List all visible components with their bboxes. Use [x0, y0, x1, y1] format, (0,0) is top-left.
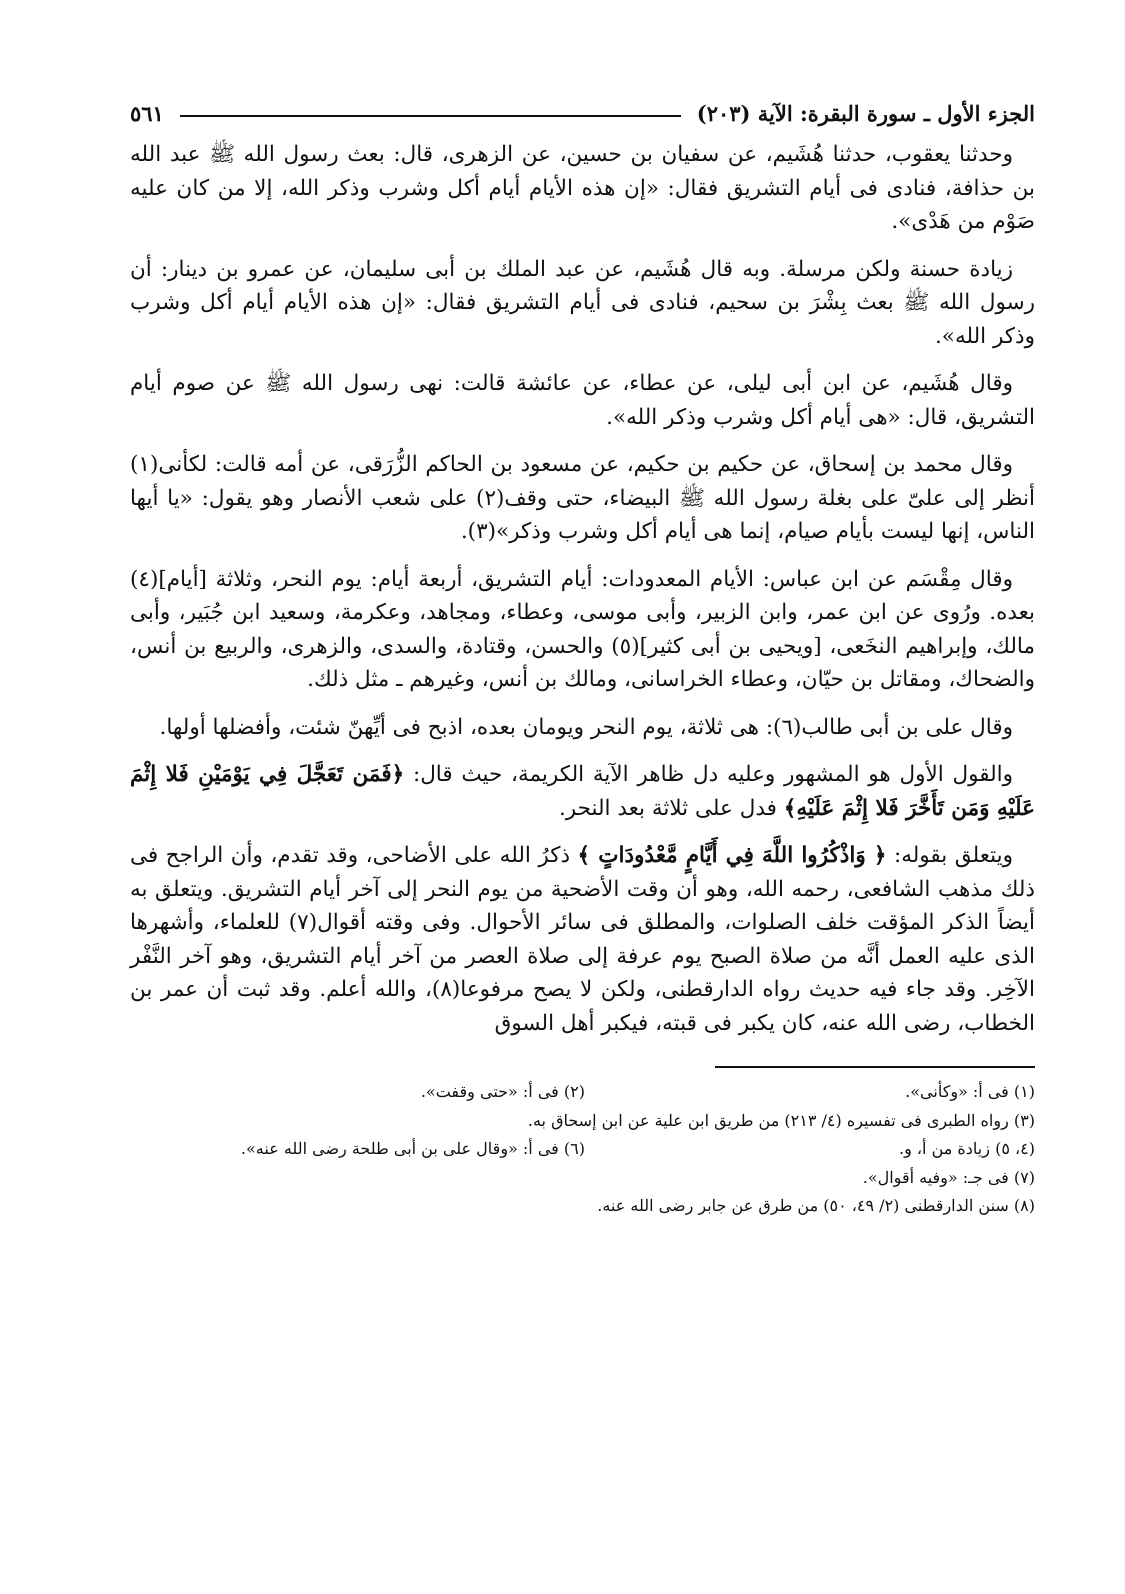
- body-text: [130, 138, 1035, 1040]
- running-header: [130, 92, 1035, 134]
- paragraph: وقال مِقْسَم عن ابن عباس: الأيام المعدودات: أيام التشريق، أربعة أيام: يوم النحر، وثلاثة [أيام](٤) بعده. ورُوى عن ابن عمر، وابن الزبير، وأبى موسى، وعطاء، ومجاهد، وعكرمة، وسعيد ابن جُبَير، وأبى مالك، وإبراهيم النخَعى، [ويحيى بن أبى كثير](٥) والحسن، وقتادة، والسدى، والزهرى، والربيع بن أنس، والضحاك، ومقاتل بن حيّان، وعطاء الخراسانى، ومالك بن أنس، وغيرهم ـ مثل ذلك.: [130, 566, 1035, 692]
- footnote-3: (٣) رواه الطبرى فى تفسيره (٤/ ٢١٣) من طريق ابن علية عن ابن إسحاق به.: [527, 1110, 1035, 1130]
- footnote-separator: [715, 1066, 1035, 1068]
- paragraph: وحدثنا يعقوب، حدثنا هُشَيم، عن سفيان بن حسين، عن الزهرى، قال: بعث رسول الله ﷺ عبد الله بن حذافة، فنادى فى أيام التشريق فقال: «إن هذه الأيام أيام أكل وشرب وذكر الله، إلا من كان عليه صَوْم من هَدْى».: [130, 142, 1035, 234]
- paragraph: وقال هُشَيم، عن ابن أبى ليلى، عن عطاء، عن عائشة قالت: نهى رسول الله ﷺ عن صوم أيام التشريق، قال: «هى أيام أكل وشرب وذكر الله».: [130, 371, 1035, 430]
- paragraph: وقال على بن أبى طالب(٦): هى ثلاثة، يوم النحر ويومان بعده، اذبح فى أيِّهنّ شئت، وأفضلها أولها.: [159, 714, 1013, 740]
- paragraph-with-verse: [130, 839, 1035, 1040]
- footnote-4-5: (٤، ٥) زيادة من أ، و.: [898, 1139, 1035, 1158]
- paragraph: زيادة حسنة ولكن مرسلة. وبه قال هُشَيم، عن عبد الملك بن أبى سليمان، عن عمرو بن دينار: أن رسول الله ﷺ بعث بِشْرَ بن سحيم، فنادى فى أيام التشريق فقال: «إن هذه الأيام أيام أكل وشرب وذكر الله».: [130, 256, 1035, 349]
- footnote-2: (٢) فى أ: «حتى وقفت».: [420, 1082, 585, 1101]
- quran-verse: ﴿فَمَن تَعَجَّلَ فِي يَوْمَيْنِ فَلا إِثْمَ عَلَيْهِ وَمَن تَأَخَّرَ فَلا إِثْمَ عَلَيْهِ﴾: [130, 762, 1035, 821]
- page-number: ٥٦١: [130, 100, 164, 126]
- text-after-verse: ذكرُ الله على الأضاحى، وقد تقدم، وأن الراجح فى ذلك مذهب الشافعى، رحمه الله، وهو أن وقت الأضحية من يوم النحر إلى آخر أيام التشريق. ويتعلق به أيضاً الذكر المؤقت خلف الصلوات، والمطلق فى سائر الأحوال. وفى وقته أقوال(٧) للعلماء، وأشهرها الذى عليه العمل أنَّه من صلاة الصبح يوم عرفة إلى صلاة العصر من آخر أيام التشريق، وهو آخر النَّفْر الآخِر. وقد جاء فيه حديث رواه الدارقطنى، ولكن لا يصح مرفوعا(٨)، والله أعلم. وقد ثبت أن عمر بن الخطاب، رضى الله عنه، كان يكبر فى قبته، فيكبر أهل السوق: [130, 843, 1036, 1036]
- footnote-8: (٨) سنن الدارقطنى (٢/ ٤٩، ٥٠) من طرق عن جابر رضى الله عنه.: [597, 1196, 1035, 1215]
- text-after-verse: فدل على ثلاثة بعد النحر.: [558, 795, 784, 821]
- footnote-row: [130, 1164, 1035, 1193]
- footnote-row: [130, 1135, 1035, 1164]
- text-before-verse: ويتعلق بقوله:: [886, 843, 1014, 868]
- header-rule: [180, 115, 681, 117]
- footnotes: [130, 1078, 1035, 1221]
- text-before-verse: والقول الأول هو المشهور وعليه دل ظاهر الآية الكريمة، حيث قال:: [404, 762, 1013, 787]
- quran-verse: ﴿ وَاذْكُرُوا اللَّهَ فِي أَيَّامٍ مَّعْدُودَاتٍ ﴾: [577, 843, 887, 868]
- footnote-row: [130, 1107, 1035, 1136]
- footnote-1: (١) فى أ: «وكأنى».: [905, 1082, 1035, 1101]
- header-title: الجزء الأول ـ سورة البقرة: الآية (٢٠٣): [696, 100, 1035, 126]
- document-page: [130, 92, 1035, 1552]
- footnote-row: [130, 1078, 1035, 1107]
- footnote-6: (٦) فى أ: «وقال على بن أبى طلحة رضى الله عنه».: [240, 1139, 585, 1158]
- footnote-row: [130, 1192, 1035, 1221]
- paragraph-with-verse: [130, 758, 1035, 825]
- footnote-7: (٧) فى جـ: «وفيه أقوال».: [862, 1167, 1035, 1187]
- paragraph: وقال محمد بن إسحاق، عن حكيم بن حكيم، عن مسعود بن الحاكم الزُّرَقى، عن أمه قالت: لكأنى(١) أنظر إلى علىّ على بغلة رسول الله ﷺ البيضاء، حتى وقف(٢) على شعب الأنصار وهو يقول: «يا أيها الناس، إنها ليست بأيام صيام، إنما هى أيام أكل وشرب وذكر»(٣).: [130, 452, 1035, 544]
